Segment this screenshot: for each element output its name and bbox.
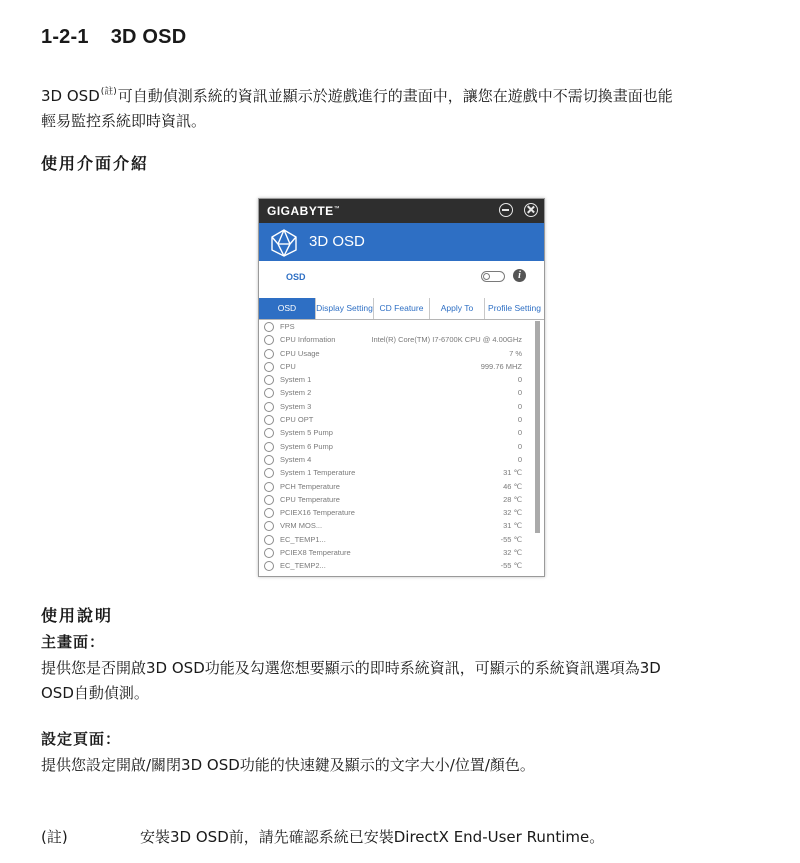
sensor-row[interactable] bbox=[259, 494, 535, 507]
sensor-name: System 3 bbox=[280, 401, 312, 411]
sensor-value: 31 ℃ bbox=[503, 468, 522, 478]
sensor-name: PCH Temperature bbox=[280, 481, 340, 491]
sensor-name: System 4 bbox=[280, 454, 312, 464]
main-screen-line-1: 提供您是否開啟3D OSD功能及勾選您想要顯示的即時系統資訊，可顯示的系統資訊選項為3D bbox=[41, 659, 661, 677]
sensor-list bbox=[259, 321, 535, 574]
section-heading bbox=[41, 26, 186, 49]
intro-paragraph bbox=[41, 80, 766, 134]
section-title: 3D OSD bbox=[110, 26, 187, 48]
radio-button[interactable] bbox=[264, 402, 274, 412]
sensor-row[interactable] bbox=[259, 414, 535, 427]
sensor-row[interactable] bbox=[259, 387, 535, 400]
sensor-value: -55 ℃ bbox=[500, 534, 522, 544]
sensor-row[interactable] bbox=[259, 401, 535, 414]
tab-display-setting[interactable]: Display Setting bbox=[316, 298, 374, 319]
minimize-icon[interactable] bbox=[499, 203, 513, 217]
radio-button[interactable] bbox=[264, 508, 274, 518]
sensor-row[interactable] bbox=[259, 348, 535, 361]
title-bar bbox=[259, 199, 544, 223]
info-icon[interactable]: i bbox=[513, 269, 526, 282]
settings-page-heading: 設定頁面： bbox=[41, 730, 122, 748]
sensor-value: 32 ℃ bbox=[503, 508, 522, 518]
radio-button[interactable] bbox=[264, 455, 274, 465]
radio-button[interactable] bbox=[264, 428, 274, 438]
sensor-value: 0 bbox=[517, 415, 522, 425]
sensor-row[interactable] bbox=[259, 467, 535, 480]
sensor-value: 32 ℃ bbox=[503, 548, 522, 558]
ui-intro-heading: 使用介面介紹 bbox=[41, 154, 150, 173]
intro-line-1 bbox=[41, 80, 766, 109]
radio-button[interactable] bbox=[264, 362, 274, 372]
sensor-value: 0 bbox=[517, 375, 522, 385]
sensor-row[interactable] bbox=[259, 441, 535, 454]
app-banner bbox=[259, 223, 544, 261]
sensor-row[interactable] bbox=[259, 321, 535, 334]
radio-button[interactable] bbox=[264, 442, 274, 452]
sensor-name: System 5 Pump bbox=[280, 428, 333, 438]
radio-button[interactable] bbox=[264, 535, 274, 545]
sensor-name: System 1 Temperature bbox=[280, 468, 356, 478]
sensor-name: CPU bbox=[280, 361, 296, 371]
radio-button[interactable] bbox=[264, 482, 274, 492]
radio-button[interactable] bbox=[264, 388, 274, 398]
sensor-value: 999.76 MHZ bbox=[480, 361, 522, 371]
tab-profile-setting[interactable]: Profile Setting bbox=[488, 303, 541, 313]
section-number: 1-2-1 bbox=[41, 26, 89, 48]
sensor-row[interactable] bbox=[259, 374, 535, 387]
sensor-row[interactable] bbox=[259, 481, 535, 494]
main-screen-paragraph bbox=[41, 656, 766, 706]
sensor-value: 28 ℃ bbox=[503, 494, 522, 504]
footnote-label: (註) bbox=[41, 828, 68, 846]
sensor-name: EC_TEMP2... bbox=[280, 561, 326, 571]
radio-button[interactable] bbox=[264, 561, 274, 571]
tab-apply-to[interactable]: Apply To bbox=[430, 298, 485, 319]
sensor-name: System 2 bbox=[280, 388, 312, 398]
sensor-name: CPU Temperature bbox=[280, 494, 340, 504]
sensor-row[interactable] bbox=[259, 520, 535, 533]
sensor-row[interactable] bbox=[259, 560, 535, 573]
radio-button[interactable] bbox=[264, 375, 274, 385]
sensor-value: 0 bbox=[517, 454, 522, 464]
cube-icon bbox=[269, 228, 299, 258]
footnote-text: 安裝3D OSD前，請先確認系統已安裝DirectX End-User Runtime。 bbox=[140, 828, 605, 846]
sensor-name: VRM MOS... bbox=[280, 521, 323, 531]
sensor-name: PCIEX8 Temperature bbox=[280, 548, 351, 558]
sensor-name: PCIEX16 Temperature bbox=[280, 508, 355, 518]
tab-cd-feature[interactable]: CD Feature bbox=[374, 298, 430, 319]
brand-text: GIGABYTE bbox=[267, 204, 334, 218]
close-icon[interactable] bbox=[524, 203, 538, 217]
sensor-row[interactable] bbox=[259, 427, 535, 440]
sensor-name: EC_TEMP1... bbox=[280, 534, 326, 544]
tab-osd[interactable]: OSD bbox=[259, 298, 316, 319]
sensor-row[interactable] bbox=[259, 534, 535, 547]
radio-button[interactable] bbox=[264, 322, 274, 332]
intro-product-name: 3D OSD bbox=[41, 87, 100, 105]
radio-button[interactable] bbox=[264, 521, 274, 531]
sensor-row[interactable] bbox=[259, 547, 535, 560]
sensor-value: 0 bbox=[517, 441, 522, 451]
osd-toggle-label: OSD bbox=[286, 272, 306, 282]
sensor-row[interactable] bbox=[259, 454, 535, 467]
main-screen-heading: 主畫面： bbox=[41, 633, 106, 651]
sensor-row[interactable] bbox=[259, 361, 535, 374]
sensor-value: -55 ℃ bbox=[500, 561, 522, 571]
sensor-value: 0 bbox=[517, 388, 522, 398]
sensor-value: Intel(R) Core(TM) I7-6700K CPU @ 4.00GHz bbox=[371, 335, 522, 345]
sensor-name: CPU Information bbox=[280, 335, 336, 345]
usage-heading: 使用說明 bbox=[41, 606, 114, 625]
radio-button[interactable] bbox=[264, 468, 274, 478]
sensor-value: 31 ℃ bbox=[503, 521, 522, 531]
main-screen-line-2: OSD自動偵測。 bbox=[41, 684, 149, 702]
sensor-name: CPU OPT bbox=[280, 415, 314, 425]
sensor-name: System 1 bbox=[280, 375, 312, 385]
sensor-name: System 6 Pump bbox=[280, 441, 333, 451]
sensor-value: 7 % bbox=[509, 348, 522, 358]
app-window bbox=[258, 198, 545, 577]
intro-line-2: 輕易監控系統即時資訊。 bbox=[41, 112, 207, 130]
sensor-row[interactable] bbox=[259, 334, 535, 347]
radio-button[interactable] bbox=[264, 495, 274, 505]
sensor-row[interactable] bbox=[259, 507, 535, 520]
sensor-value: 0 bbox=[517, 401, 522, 411]
note-mark: (註) bbox=[100, 87, 117, 97]
radio-button[interactable] bbox=[264, 415, 274, 425]
sensor-value: 0 bbox=[517, 428, 522, 438]
radio-button[interactable] bbox=[264, 349, 274, 359]
brand-trademark: ™ bbox=[333, 206, 341, 212]
osd-toggle-switch[interactable] bbox=[481, 271, 505, 282]
radio-button[interactable] bbox=[264, 548, 274, 558]
settings-page-text: 提供您設定開啟/關閉3D OSD功能的快速鍵及顯示的文字大小/位置/顏色。 bbox=[41, 756, 535, 774]
intro-text: 可自動偵測系統的資訊並顯示於遊戲進行的畫面中，讓您在遊戲中不需切換畫面也能 bbox=[117, 87, 673, 105]
scrollbar[interactable] bbox=[535, 321, 540, 533]
brand-logo bbox=[267, 204, 340, 218]
sensor-value: 46 ℃ bbox=[503, 481, 522, 491]
app-title: 3D OSD bbox=[309, 233, 365, 250]
tab-bar bbox=[259, 298, 544, 320]
sensor-name: FPS bbox=[280, 322, 295, 331]
sensor-name: CPU Usage bbox=[280, 348, 320, 358]
radio-button[interactable] bbox=[264, 335, 274, 345]
